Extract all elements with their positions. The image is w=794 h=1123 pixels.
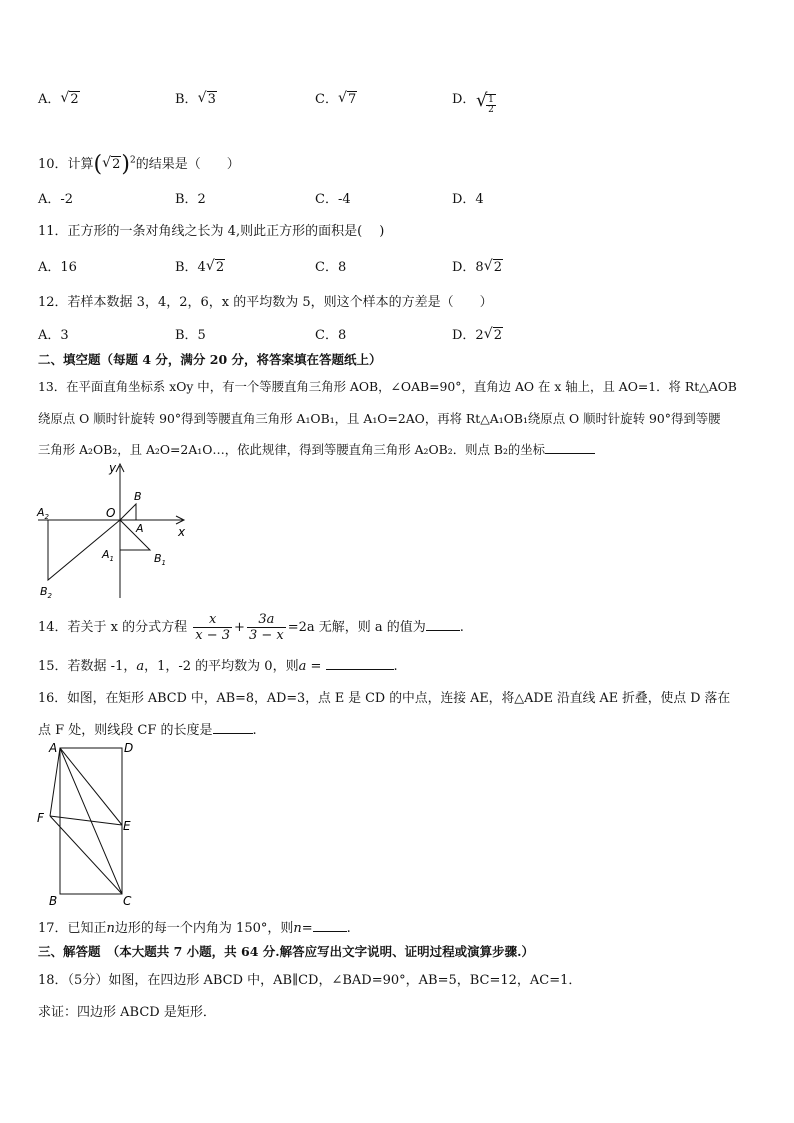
q18-line-2: 求证：四边形 ABCD 是矩形．	[38, 1005, 216, 1020]
q9-option-d: D．	[452, 92, 476, 107]
q12-option-d: D．2√ 2	[452, 324, 503, 343]
q10-stem: 10．计算(√ 2)$^2$的结果是（ ）	[38, 152, 240, 177]
section-fill-in-heading: 二、填空题（每题 4 分，满分 20 分，将答案填在答题纸上）	[38, 352, 382, 367]
segment-ae	[60, 748, 122, 825]
label-f: F	[37, 811, 44, 825]
q11-option-b: B．4√ 2	[175, 256, 225, 275]
q11-option-a: A．16	[38, 260, 77, 275]
segment-af	[50, 748, 60, 816]
q12-option-a: A．3	[38, 328, 69, 343]
label-y: y	[109, 461, 117, 475]
label-b2: $B_2$	[40, 585, 53, 600]
q15-stem: 15．若数据 -1，a，1，-2 的平均数为 0，则a = .	[38, 659, 398, 674]
label-x: x	[178, 525, 186, 539]
label-a2: $A_2$	[37, 506, 49, 521]
q16-line-1: 16．如图，在矩形 ABCD 中，AB=8，AD=3，点 E 是 CD 的中点，连接 AE，将△ADE 沿直线 AE 折叠，使点 D 落在	[38, 691, 731, 706]
q9-option-b: B．√ 3	[175, 88, 217, 107]
q9-option-c: C．√ 7	[315, 88, 357, 107]
q11-stem: 11．正方形的一条对角线之长为 4,则此正方形的面积是( )	[38, 224, 385, 239]
label-a: A	[136, 522, 144, 535]
q13-line-1: 13．在平面直角坐标系 xOy 中，有一个等腰直角三角形 AOB，∠OAB=90°，直角边 AO 在 x 轴上，且 AO=1．将 Rt△AOB	[38, 379, 737, 394]
q13-line-3: 三角形 A₂OB₂，且 A₂O=2A₁O…，依此规律，得到等腰直角三角形 A₂OB₂．则点 B₂的坐标	[38, 440, 595, 458]
label-b: B	[49, 894, 58, 908]
label-c: C	[123, 894, 132, 908]
q12-option-b: B．5	[175, 328, 206, 343]
triangle-aob	[120, 504, 136, 520]
q13-coordinate-figure	[30, 458, 200, 604]
q17-stem: 17．已知正n边形的每一个内角为 150°，则n= .	[38, 921, 351, 936]
q10-option-a: A．-2	[38, 192, 74, 207]
segment-fe	[50, 816, 122, 825]
q10-option-d: D．4	[452, 192, 484, 207]
q16-rectangle-figure	[34, 738, 144, 908]
label-d: D	[124, 741, 134, 755]
q14-stem: 14．若关于 x 的分式方程 $\frac{x}{x - 3}$ + $\frac{3a}{3 - x}$ =2a 无解，则 a 的值为 .	[38, 612, 464, 643]
q12-stem: 12．若样本数据 3，4，2，6，x 的平均数为 5，则这个样本的方差是（ ）	[38, 295, 493, 310]
section-solve-heading: 三、解答题 （本大题共 7 小题，共 64 分.解答应写出文字说明、证明过程或演算步骤.）	[38, 944, 534, 959]
label-a1: $A_1$	[102, 548, 114, 563]
label-o: O	[106, 506, 116, 520]
q18-line-1: 18．（5分）如图，在四边形 ABCD 中，AB∥CD，∠BAD=90°，AB=5，BC=12，AC=1．	[38, 973, 582, 988]
q16-line-2: 点 F 处，则线段 CF 的长度是 .	[38, 723, 257, 738]
q11-option-d: D．8√ 2	[452, 256, 503, 275]
q12-option-c: C．8	[315, 328, 347, 343]
q10-option-b: B．2	[175, 192, 206, 207]
label-a: A	[49, 741, 58, 755]
q9-option-a: A．√ 2	[38, 88, 80, 107]
label-b1: $B_1$	[154, 552, 167, 567]
label-b: B	[134, 490, 142, 503]
label-e: E	[123, 819, 131, 833]
triangle-a1ob1	[120, 520, 150, 550]
segment-fc	[50, 816, 122, 894]
q11-option-c: C．8	[315, 260, 347, 275]
q13-line-2: 绕原点 O 顺时针旋转 90°得到等腰直角三角形 A₁OB₁，且 A₁O=2AO，再将 Rt△A₁OB₁绕原点 O 顺时针旋转 90°得到等腰	[38, 411, 721, 426]
q10-option-c: C．-4	[315, 192, 351, 207]
